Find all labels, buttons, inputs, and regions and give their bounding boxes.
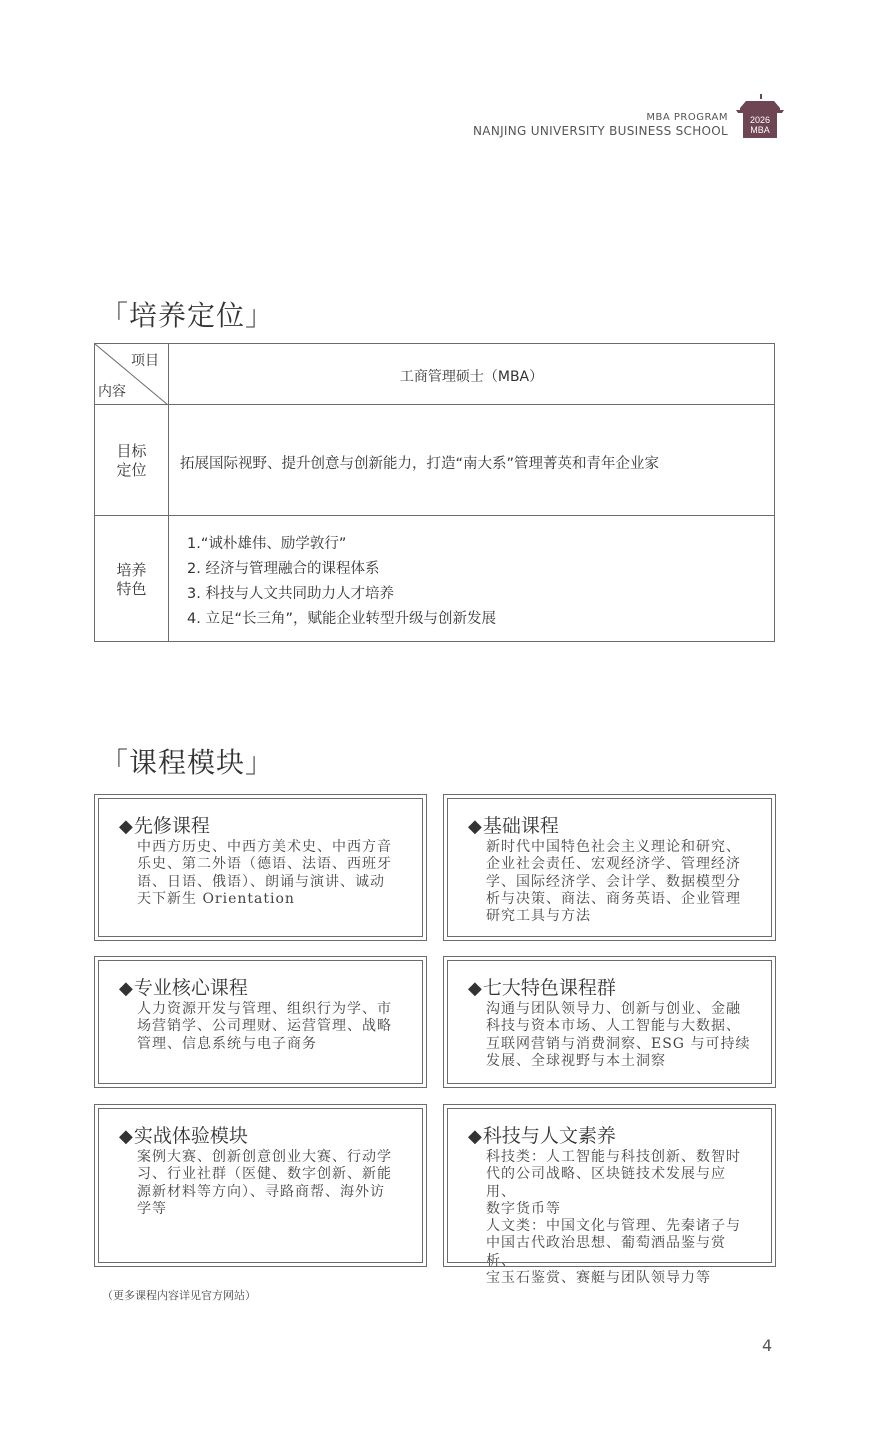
features-list bbox=[187, 532, 496, 632]
row-label-goal: 目标 定位 bbox=[116, 442, 147, 479]
module-title: ◆七大特色课程群 bbox=[468, 977, 616, 999]
module-box-core bbox=[94, 956, 427, 1088]
module-box-practice bbox=[94, 1104, 427, 1267]
header-school-name: NANJING UNIVERSITY BUSINESS SCHOOL bbox=[473, 124, 728, 138]
positioning-table bbox=[94, 343, 775, 642]
corner-label-item: 项目 bbox=[131, 353, 159, 369]
diamond-bullet-icon: ◆ bbox=[119, 978, 133, 999]
goal-content: 拓展国际视野、提升创意与创新能力，打造“南大系”管理菁英和青年企业家 bbox=[180, 456, 660, 472]
module-description: 沟通与团队领导力、创新与创业、金融 科技与资本市场、人工智能与大数据、 互联网营销与消费洞察、ESG 与可持续 发展、全球视野与本土洞察 bbox=[486, 1001, 751, 1069]
more-courses-note: （更多课程内容详见官方网站） bbox=[102, 1289, 256, 1302]
diamond-bullet-icon: ◆ bbox=[468, 1126, 482, 1147]
module-title: ◆基础课程 bbox=[468, 815, 559, 837]
list-item: 3. 科技与人文共同助力人才培养 bbox=[187, 586, 394, 602]
corner-label-content: 内容 bbox=[98, 384, 126, 400]
module-title: ◆实战体验模块 bbox=[119, 1125, 248, 1147]
list-item: 4. 立足“长三角”，赋能企业转型升级与创新发展 bbox=[187, 611, 496, 627]
column-header-mba: 工商管理硕士（MBA） bbox=[399, 369, 544, 385]
diamond-bullet-icon: ◆ bbox=[119, 1126, 133, 1147]
positioning-section-title: 「培养定位」 bbox=[100, 299, 275, 332]
diamond-bullet-icon: ◆ bbox=[468, 816, 482, 837]
logo-mba-text: MBA bbox=[750, 125, 770, 135]
page-number: 4 bbox=[762, 1336, 773, 1355]
module-description: 案例大赛、创新创意创业大赛、行动学 习、行业社群（医健、数字创新、新能 源新材料等方向）、寻路商帮、海外访 学等 bbox=[137, 1149, 392, 1217]
list-item: 2. 经济与管理融合的课程体系 bbox=[187, 561, 380, 577]
module-box-foundation bbox=[443, 794, 776, 941]
header-program-label: MBA PROGRAM bbox=[646, 112, 728, 123]
mba-2026-logo bbox=[736, 94, 784, 138]
module-box-featured bbox=[443, 956, 776, 1088]
module-box-prerequisite bbox=[94, 794, 427, 941]
module-title: ◆先修课程 bbox=[119, 815, 210, 837]
module-title: ◆专业核心课程 bbox=[119, 977, 248, 999]
module-box-tech-humanities bbox=[443, 1104, 776, 1287]
list-item: 1.“诚朴雄伟、励学敦行” bbox=[187, 536, 347, 552]
module-description: 人力资源开发与管理、组织行为学、市 场营销学、公司理财、运营管理、战略 管理、信息系统与电子商务 bbox=[137, 1001, 392, 1052]
modules-section-title: 「课程模块」 bbox=[100, 746, 275, 779]
diamond-bullet-icon: ◆ bbox=[468, 978, 482, 999]
module-description: 科技类：人工智能与科技创新、数智时 代的公司战略、区块链技术发展与应用、 数字货币等 人文类：中国文化与管理、先秦诸子与 中国古代政治思想、葡萄酒品鉴与赏析、 宝玉石鉴赏、赛艇与团队领导力等 bbox=[486, 1149, 741, 1287]
module-description: 中西方历史、中西方美术史、中西方音 乐史、第二外语（德语、法语、西班牙 语、日语、俄语）、朗诵与演讲、诚动 天下新生 Orientation bbox=[137, 839, 392, 907]
diamond-bullet-icon: ◆ bbox=[119, 816, 133, 837]
logo-year: 2026 bbox=[749, 115, 771, 125]
module-description: 新时代中国特色社会主义理论和研究、 企业社会责任、宏观经济学、管理经济 学、国际经济学、会计学、数据模型分 析与决策、商法、商务英语、企业管理 研究工具与方法 bbox=[486, 839, 741, 925]
row-label-features: 培养 特色 bbox=[116, 561, 147, 598]
module-title: ◆科技与人文素养 bbox=[468, 1125, 616, 1147]
